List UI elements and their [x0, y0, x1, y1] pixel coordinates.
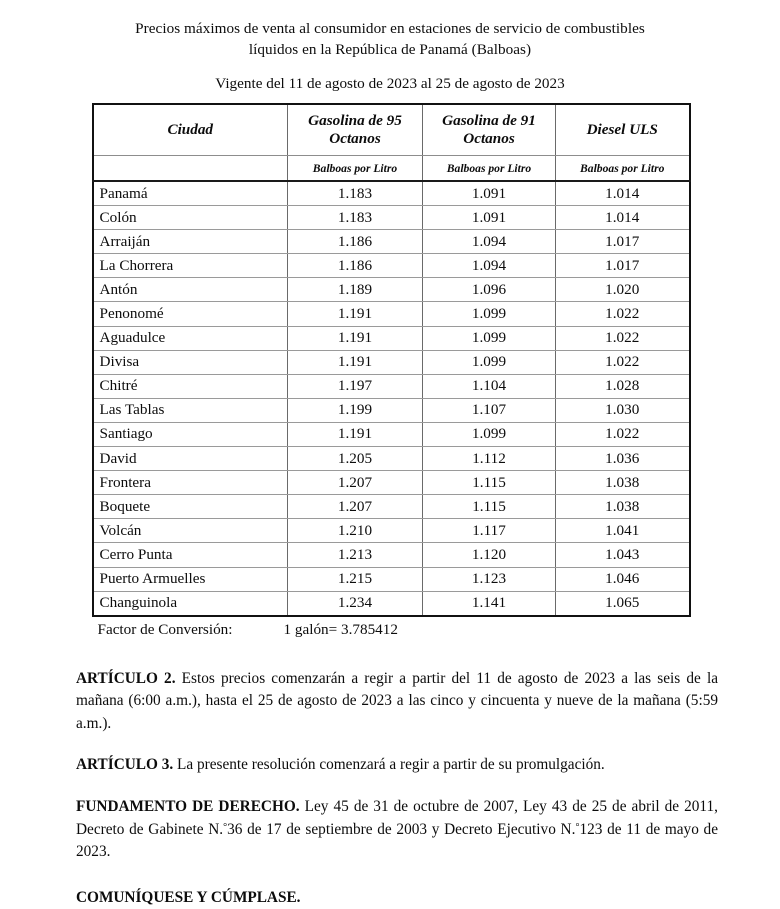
cell-city: Frontera [93, 471, 288, 495]
cell-city: Cerro Punta [93, 543, 288, 567]
table-row [93, 326, 690, 350]
legal-basis-paragraph [76, 796, 718, 864]
cell-city: Boquete [93, 495, 288, 519]
cell-diesel-price: 1.030 [556, 398, 690, 422]
table-row [93, 422, 690, 446]
article-2-label: ARTÍCULO 2. [76, 669, 176, 687]
column-header-diesel: Diesel ULS [556, 104, 690, 156]
cell-gasoline-95-price: 1.191 [288, 302, 423, 326]
cell-gasoline-91-price: 1.099 [423, 422, 556, 446]
article-3-label: ARTÍCULO 3. [76, 756, 174, 774]
cell-diesel-price: 1.041 [556, 519, 690, 543]
cell-city: Arraiján [93, 230, 288, 254]
table-header-row-units [93, 156, 690, 182]
cell-gasoline-91-price: 1.094 [423, 254, 556, 278]
column-header-gasoline-91-line-1: Gasolina de 91 [442, 111, 536, 129]
table-row [93, 471, 690, 495]
legal-basis-text-part-2: 36 de 17 de septiembre de 2003 y Decreto Ejecutivo N. [227, 820, 576, 838]
document-body [76, 668, 718, 909]
cell-diesel-price: 1.022 [556, 326, 690, 350]
cell-gasoline-91-price: 1.099 [423, 302, 556, 326]
cell-city: Antón [93, 278, 288, 302]
cell-diesel-price: 1.028 [556, 374, 690, 398]
price-table-container [92, 103, 689, 617]
cell-gasoline-95-price: 1.207 [288, 495, 423, 519]
column-header-city: Ciudad [93, 104, 288, 156]
cell-diesel-price: 1.020 [556, 278, 690, 302]
cell-city: Panamá [93, 181, 288, 206]
cell-city: Aguadulce [93, 326, 288, 350]
cell-city: Chitré [93, 374, 288, 398]
legal-basis-text-part-3: 123 de 11 de mayo de 2023. [76, 820, 718, 861]
cell-gasoline-91-price: 1.141 [423, 591, 556, 616]
cell-city: Santiago [93, 422, 288, 446]
cell-diesel-price: 1.043 [556, 543, 690, 567]
table-row [93, 181, 690, 206]
cell-gasoline-91-price: 1.115 [423, 471, 556, 495]
fuel-price-table [92, 103, 691, 617]
column-header-gasoline-91 [423, 104, 556, 156]
table-row [93, 206, 690, 230]
cell-gasoline-91-price: 1.091 [423, 206, 556, 230]
cell-gasoline-91-price: 1.094 [423, 230, 556, 254]
article-2-paragraph [76, 668, 718, 736]
table-row [93, 230, 690, 254]
cell-city: Changuinola [93, 591, 288, 616]
cell-diesel-price: 1.022 [556, 422, 690, 446]
cell-gasoline-91-price: 1.115 [423, 495, 556, 519]
validity-period: Vigente del 11 de agosto de 2023 al 25 de agosto de 2023 [215, 75, 565, 92]
cell-city: Las Tablas [93, 398, 288, 422]
cell-diesel-price: 1.038 [556, 471, 690, 495]
cell-city: La Chorrera [93, 254, 288, 278]
cell-city: Colón [93, 206, 288, 230]
table-row [93, 350, 690, 374]
cell-diesel-price: 1.017 [556, 230, 690, 254]
unit-header-gasoline-95: Balboas por Litro [288, 156, 423, 182]
cell-gasoline-95-price: 1.191 [288, 350, 423, 374]
closing-paragraph [76, 887, 718, 909]
table-row [93, 302, 690, 326]
cell-diesel-price: 1.022 [556, 350, 690, 374]
cell-gasoline-91-price: 1.099 [423, 326, 556, 350]
cell-gasoline-91-price: 1.120 [423, 543, 556, 567]
cell-gasoline-91-price: 1.123 [423, 567, 556, 591]
legal-basis-text-part-1: Ley 45 de 31 de octubre de 2007, Ley 43 de 25 de abril de 2011, Decreto de Gabinete N. [76, 798, 718, 838]
table-body [93, 181, 690, 616]
cell-city: Volcán [93, 519, 288, 543]
table-row [93, 543, 690, 567]
table-row [93, 254, 690, 278]
table-row [93, 374, 690, 398]
cell-gasoline-91-price: 1.112 [423, 447, 556, 471]
cell-diesel-price: 1.014 [556, 181, 690, 206]
cell-gasoline-91-price: 1.104 [423, 374, 556, 398]
column-header-gasoline-95-line-2: Octanos [329, 130, 381, 147]
cell-gasoline-91-price: 1.091 [423, 181, 556, 206]
cell-city: Penonomé [93, 302, 288, 326]
column-header-gasoline-95 [288, 104, 423, 156]
table-row [93, 519, 690, 543]
table-header-row-main [93, 104, 690, 156]
column-header-gasoline-91-line-2: Octanos [463, 130, 515, 147]
cell-gasoline-91-price: 1.117 [423, 519, 556, 543]
degree-symbol-icon-1: ° [223, 821, 228, 833]
cell-gasoline-95-price: 1.234 [288, 591, 423, 616]
cell-gasoline-95-price: 1.189 [288, 278, 423, 302]
unit-header-gasoline-91: Balboas por Litro [423, 156, 556, 182]
article-3-text: La presente resolución comenzará a regir a partir de su promulgación. [173, 756, 605, 774]
cell-gasoline-95-price: 1.207 [288, 471, 423, 495]
document-header [0, 0, 780, 94]
cell-city: Divisa [93, 350, 288, 374]
cell-gasoline-91-price: 1.096 [423, 278, 556, 302]
degree-symbol-icon-2: ° [575, 821, 580, 833]
cell-diesel-price: 1.022 [556, 302, 690, 326]
conversion-factor [92, 619, 689, 640]
cell-gasoline-95-price: 1.197 [288, 374, 423, 398]
cell-gasoline-91-price: 1.099 [423, 350, 556, 374]
cell-gasoline-95-price: 1.205 [288, 447, 423, 471]
cell-gasoline-95-price: 1.215 [288, 567, 423, 591]
table-row [93, 398, 690, 422]
cell-diesel-price: 1.046 [556, 567, 690, 591]
table-row [93, 495, 690, 519]
unit-header-diesel: Balboas por Litro [556, 156, 690, 182]
cell-gasoline-95-price: 1.183 [288, 181, 423, 206]
cell-gasoline-95-price: 1.191 [288, 422, 423, 446]
unit-header-city [93, 156, 288, 182]
table-row [93, 447, 690, 471]
cell-gasoline-95-price: 1.191 [288, 326, 423, 350]
cell-city: David [93, 447, 288, 471]
table-row [93, 567, 690, 591]
document-title-line-1: Precios máximos de venta al consumidor en estaciones de servicio de combustibles [135, 20, 645, 37]
cell-gasoline-95-price: 1.210 [288, 519, 423, 543]
table-header [93, 104, 690, 181]
cell-city: Puerto Armuelles [93, 567, 288, 591]
legal-basis-label: FUNDAMENTO DE DERECHO. [76, 798, 300, 816]
cell-gasoline-95-price: 1.213 [288, 543, 423, 567]
cell-diesel-price: 1.038 [556, 495, 690, 519]
conversion-factor-label: Factor de Conversión: [97, 620, 233, 638]
cell-diesel-price: 1.017 [556, 254, 690, 278]
column-header-gasoline-95-line-1: Gasolina de 95 [308, 111, 402, 129]
conversion-factor-value: 1 galón= 3.785412 [283, 620, 398, 638]
cell-diesel-price: 1.014 [556, 206, 690, 230]
table-row [93, 278, 690, 302]
cell-gasoline-95-price: 1.186 [288, 230, 423, 254]
cell-gasoline-91-price: 1.107 [423, 398, 556, 422]
cell-diesel-price: 1.065 [556, 591, 690, 616]
cell-gasoline-95-price: 1.183 [288, 206, 423, 230]
cell-gasoline-95-price: 1.186 [288, 254, 423, 278]
cell-diesel-price: 1.036 [556, 447, 690, 471]
article-2-text: Estos precios comenzarán a regir a partir del 11 de agosto de 2023 a las seis de la mañana (6:00 a.m.), hasta el 25 de agosto de 2023 a las cinco y cincuenta y nueve de la mañana (5:59 a.m.). [76, 669, 718, 732]
article-3-paragraph [76, 754, 718, 777]
cell-gasoline-95-price: 1.199 [288, 398, 423, 422]
closing-text: COMUNÍQUESE Y CÚMPLASE. [76, 888, 301, 906]
document-title-line-2: líquidos en la República de Panamá (Balboas) [248, 41, 532, 58]
table-row [93, 591, 690, 616]
